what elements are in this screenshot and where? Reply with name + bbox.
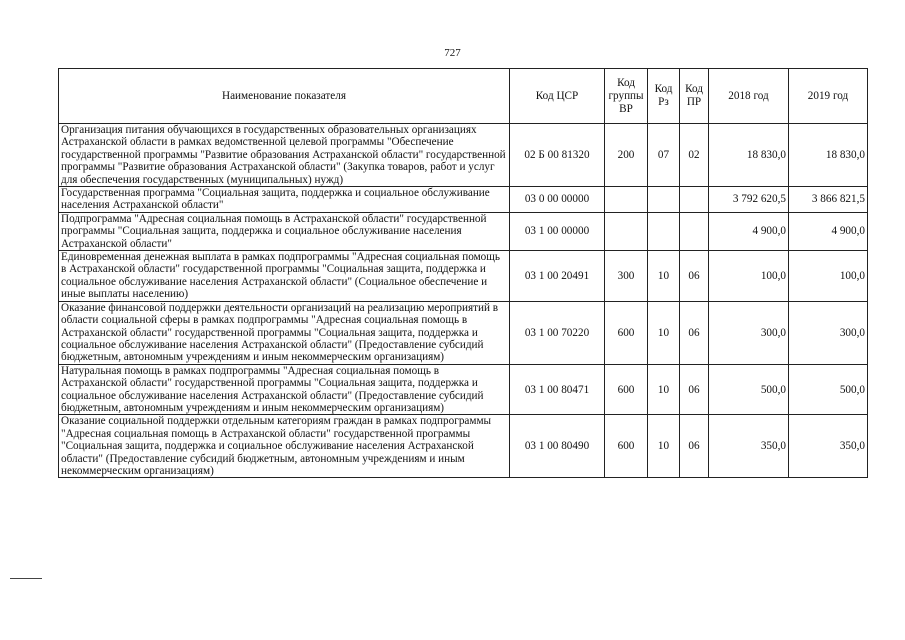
row-vr — [605, 212, 648, 250]
header-rz: Код Рз — [648, 69, 680, 124]
table-row — [59, 415, 868, 478]
table-row — [59, 364, 868, 415]
table-row — [59, 212, 868, 250]
row-csr: 03 1 00 00000 — [510, 212, 605, 250]
table-row — [59, 301, 868, 364]
header-csr: Код ЦСР — [510, 69, 605, 124]
row-pr — [680, 187, 709, 213]
row-name: Подпрограмма "Адресная социальная помощь в Астраханской области" государственной программы "Социальная защита, поддержка и социальное обслуживание населения Астраханской области" — [59, 212, 510, 250]
row-csr: 03 1 00 70220 — [510, 301, 605, 364]
row-2019: 500,0 — [789, 364, 868, 415]
row-csr: 03 1 00 80471 — [510, 364, 605, 415]
row-vr: 600 — [605, 364, 648, 415]
header-vr: Код группы ВР — [605, 69, 648, 124]
row-vr: 300 — [605, 251, 648, 302]
row-csr: 03 1 00 80490 — [510, 415, 605, 478]
row-vr — [605, 187, 648, 213]
row-rz — [648, 212, 680, 250]
row-pr: 06 — [680, 364, 709, 415]
row-name: Государственная программа "Социальная защита, поддержка и социальное обслуживание населения Астраханской области" — [59, 187, 510, 213]
row-2019: 350,0 — [789, 415, 868, 478]
row-name: Оказание финансовой поддержки деятельности организаций на реализацию мероприятий в области социальной сферы в рамках подпрограммы "Адресная социальная помощь в Астраханской области" государственной программы "Социальная защита, поддержка и социальное обслуживание населения Астраханской области" (Предоставление субсидий бюджетным, автономным учреждениям и иным некоммерческим организациям) — [59, 301, 510, 364]
row-2018: 350,0 — [709, 415, 789, 478]
header-name: Наименование показателя — [59, 69, 510, 124]
row-rz: 07 — [648, 124, 680, 187]
row-pr: 06 — [680, 301, 709, 364]
row-vr: 200 — [605, 124, 648, 187]
row-csr: 03 1 00 20491 — [510, 251, 605, 302]
row-2019: 300,0 — [789, 301, 868, 364]
row-2019: 100,0 — [789, 251, 868, 302]
margin-rule — [10, 578, 42, 579]
row-pr: 06 — [680, 251, 709, 302]
row-vr: 600 — [605, 301, 648, 364]
row-name: Оказание социальной поддержки отдельным категориям граждан в рамках подпрограммы "Адресная социальная помощь в Астраханской области" государственной программы "Социальная защита, поддержка и социальное обслуживание населения Астраханской области" (Предоставление субсидий бюджетным, автономным учреждениям и иным некоммерческим организациям) — [59, 415, 510, 478]
row-vr: 600 — [605, 415, 648, 478]
row-pr: 06 — [680, 415, 709, 478]
row-2018: 3 792 620,5 — [709, 187, 789, 213]
header-2018: 2018 год — [709, 69, 789, 124]
row-2018: 300,0 — [709, 301, 789, 364]
header-pr: Код ПР — [680, 69, 709, 124]
row-csr: 02 Б 00 81320 — [510, 124, 605, 187]
table-row — [59, 187, 868, 213]
page-number: 727 — [444, 47, 461, 59]
row-2018: 4 900,0 — [709, 212, 789, 250]
row-2018: 100,0 — [709, 251, 789, 302]
row-rz: 10 — [648, 251, 680, 302]
row-2019: 3 866 821,5 — [789, 187, 868, 213]
row-rz: 10 — [648, 364, 680, 415]
row-pr — [680, 212, 709, 250]
row-2018: 500,0 — [709, 364, 789, 415]
row-pr: 02 — [680, 124, 709, 187]
row-rz — [648, 187, 680, 213]
header-row — [59, 69, 868, 124]
row-rz: 10 — [648, 415, 680, 478]
row-name: Организация питания обучающихся в государственных образовательных организациях Астраханской области в рамках ведомственной целевой программы "Обеспечение государственной программы "Развитие образования Астраханской области" государственной программы "Развитие образования Астраханской области" (Закупка товаров, работ и услуг для обеспечения государственных (муниципальных) нужд) — [59, 124, 510, 187]
budget-table — [58, 68, 868, 478]
table-row — [59, 251, 868, 302]
table-row — [59, 124, 868, 187]
row-name: Натуральная помощь в рамках подпрограммы "Адресная социальная помощь в Астраханской области" государственной программы "Социальная защита, поддержка и социальное обслуживание населения Астраханской области" (Предоставление субсидий бюджетным, автономным учреждениям и иным некоммерческим организациям) — [59, 364, 510, 415]
row-2019: 4 900,0 — [789, 212, 868, 250]
row-2019: 18 830,0 — [789, 124, 868, 187]
row-name: Единовременная денежная выплата в рамках подпрограммы "Адресная социальная помощь в Астраханской области" государственной программы "Социальная защита, поддержка и социальное обслуживание населения Астраханской области" (Социальное обеспечение и иные выплаты населению) — [59, 251, 510, 302]
header-2019: 2019 год — [789, 69, 868, 124]
row-rz: 10 — [648, 301, 680, 364]
row-csr: 03 0 00 00000 — [510, 187, 605, 213]
row-2018: 18 830,0 — [709, 124, 789, 187]
